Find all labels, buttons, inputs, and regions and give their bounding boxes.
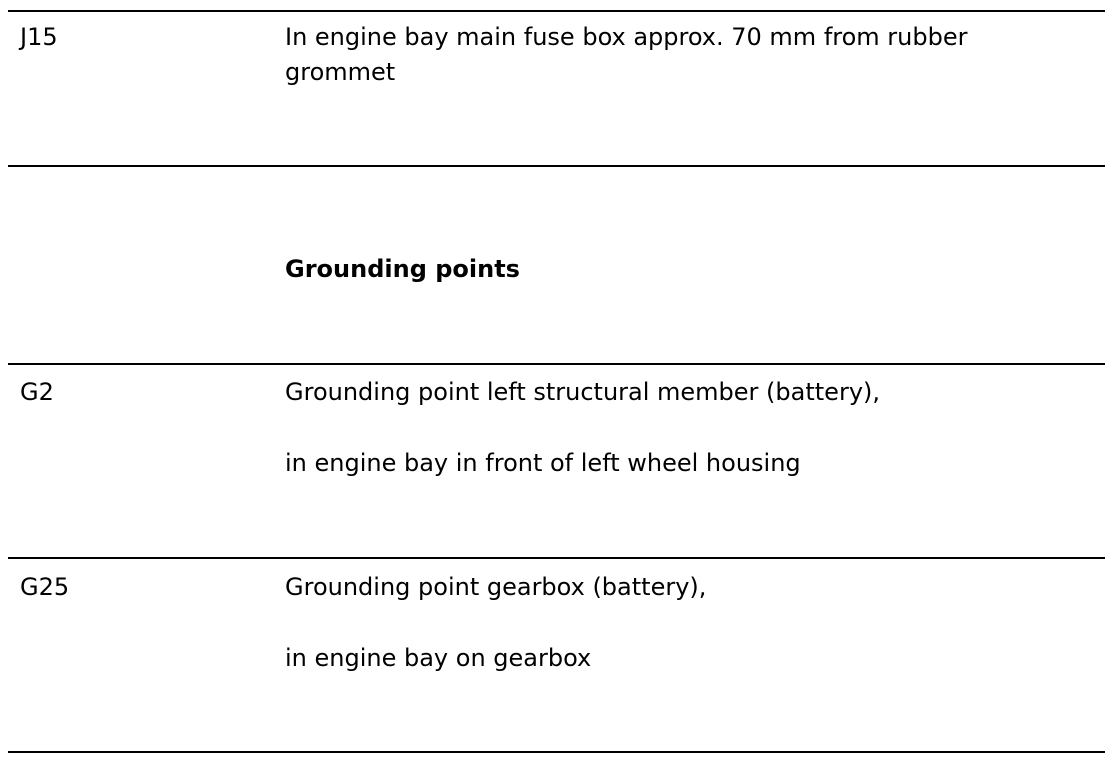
table-row-divider — [8, 363, 1105, 365]
table-row-divider — [8, 751, 1105, 753]
section-heading: Grounding points — [285, 255, 520, 283]
component-description-line: Grounding point gearbox (battery), — [285, 573, 707, 601]
component-code: J15 — [20, 23, 58, 51]
table-row-divider — [8, 557, 1105, 559]
component-description-line: In engine bay main fuse box approx. 70 mm from rubber — [285, 23, 968, 51]
component-code: G25 — [20, 573, 70, 601]
component-description-line: in engine bay in front of left wheel housing — [285, 449, 801, 477]
table-row-divider — [8, 10, 1105, 12]
component-description-line: Grounding point left structural member (battery), — [285, 378, 881, 406]
component-description-line: grommet — [285, 58, 396, 86]
table-row-divider — [8, 165, 1105, 167]
component-code: G2 — [20, 378, 54, 406]
component-description-line: in engine bay on gearbox — [285, 644, 592, 672]
